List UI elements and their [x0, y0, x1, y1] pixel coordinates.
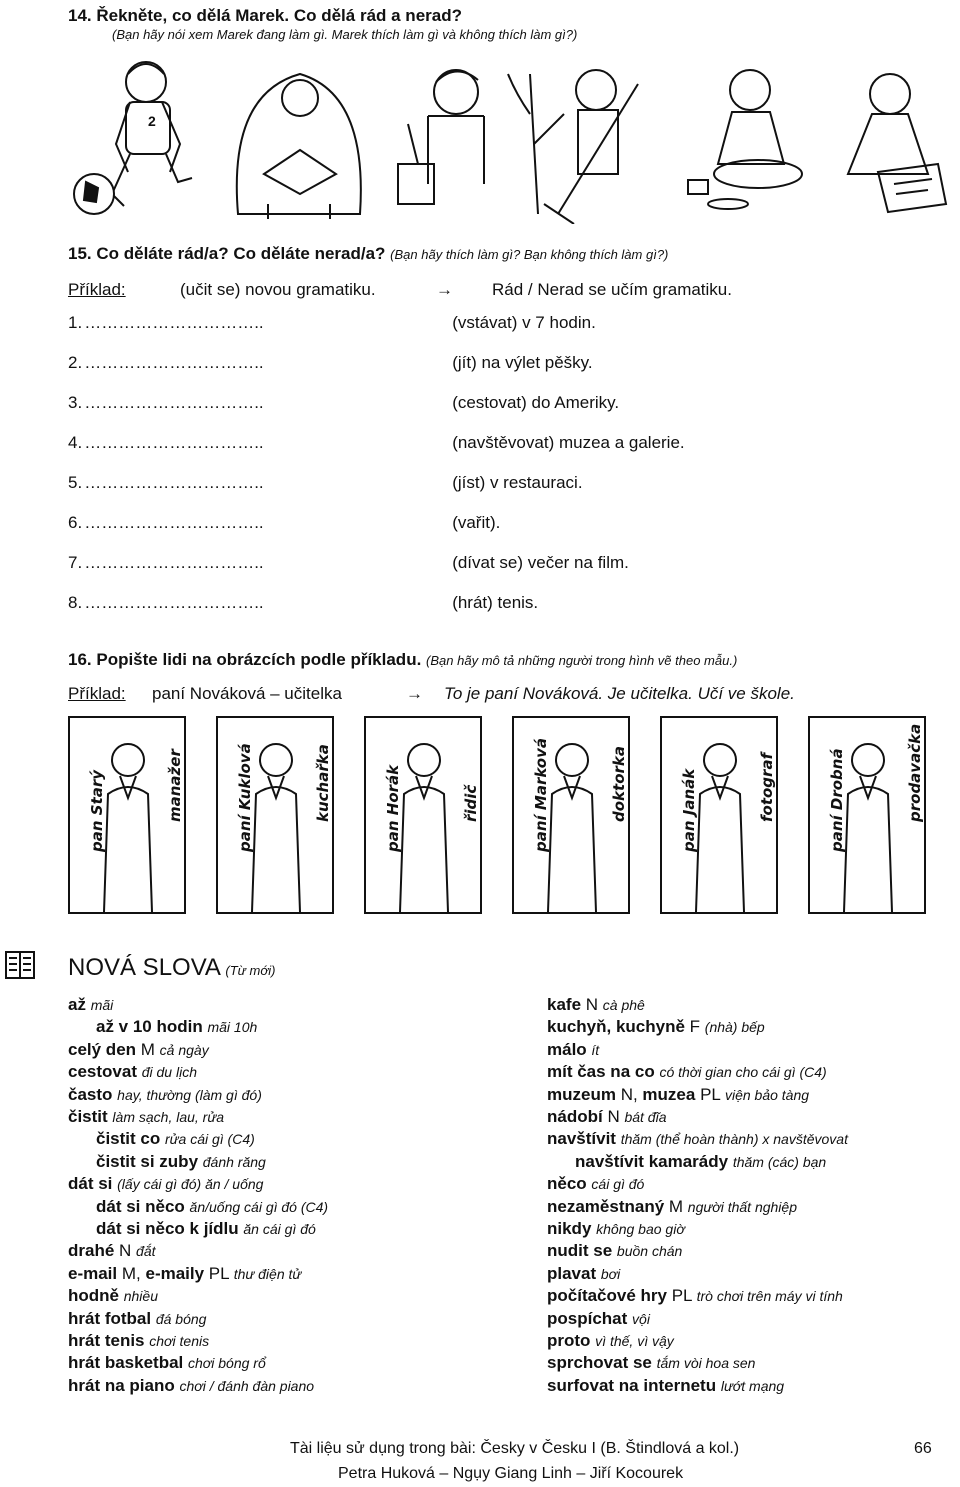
ex16-subtitle: (Bạn hãy mô tả những người trong hình vẽ theo mẫu.): [426, 653, 738, 668]
vocab-word: hrát na piano: [68, 1375, 175, 1395]
vocab-entry: [68, 1330, 209, 1352]
marek-sweeping-drawing: [508, 70, 638, 224]
vocab-header: [68, 954, 275, 982]
page-number: 66: [914, 1440, 932, 1457]
vocab-word: sprchovat se: [547, 1353, 652, 1373]
vocab-grammar: PL: [667, 1286, 692, 1306]
vocab-translation: không bao giờ: [596, 1221, 685, 1237]
vocab-translation: đá bóng: [155, 1310, 207, 1327]
vocab-translation: viện bảo tàng: [724, 1086, 810, 1103]
vocab-entry: [547, 1352, 755, 1374]
person-job: prodavačka: [906, 723, 924, 822]
ex16-example-label: Příklad:: [68, 684, 126, 703]
vocab-grammar: M: [664, 1196, 684, 1216]
vocab-translation: mãi: [90, 997, 114, 1013]
arrow-icon: →: [406, 684, 423, 703]
vocab-word: proto: [547, 1331, 591, 1350]
answer-blank[interactable]: …………………………..: [84, 433, 264, 452]
item-prompt: (dívat se) večer na film.: [452, 553, 629, 572]
answer-blank[interactable]: …………………………..: [84, 593, 264, 612]
ex15-title: 15. Co děláte rád/a? Co děláte nerad/a?: [68, 244, 386, 263]
item-number: 6.: [68, 513, 83, 532]
vocab-translation: (nhà) bếp: [704, 1019, 765, 1036]
vocab-translation: ăn/uống cái gì đó (C4): [189, 1198, 329, 1215]
svg-text:2: 2: [148, 113, 156, 129]
vocab-translation: vì thế, vì vậy: [595, 1333, 674, 1349]
marek-illustrations: [68, 54, 948, 224]
vocab-grammar: PL: [695, 1084, 721, 1104]
person-name: pan Janák: [680, 768, 698, 852]
vocab-translation: hay, thường (làm gì đó): [117, 1086, 262, 1103]
person-job: fotograf: [758, 752, 776, 822]
exercise-item: [68, 473, 583, 493]
vocab-translation: bơi: [600, 1265, 621, 1282]
vocab-entry: [68, 994, 113, 1016]
vocab-word: nezaměstnaný: [547, 1196, 665, 1216]
vocab-entry: [575, 1151, 826, 1173]
vocab-word: čistit: [68, 1107, 108, 1126]
vocab-word: kuchyň, kuchyně: [547, 1017, 685, 1037]
vocab-entry: [547, 1128, 848, 1150]
vocab-word: cestovat: [68, 1062, 137, 1082]
person-name: paní Marková: [532, 738, 550, 852]
vocab-word: až: [68, 995, 86, 1014]
item-prompt: (hrát) tenis.: [452, 593, 539, 612]
vocab-translation: đi du lịch: [141, 1064, 197, 1081]
footer-source: Tài liệu sử dụng trong bài: Česky v Česku I (B. Štindlová a kol.): [290, 1440, 740, 1457]
vocab-entry: [68, 1240, 156, 1262]
vocab-word: muzea: [642, 1084, 696, 1104]
item-prompt: (jíst) v restauraci.: [452, 473, 583, 492]
ex16-title: 16. Popište lidi na obrázcích podle příkladu.: [68, 650, 422, 669]
book-icon: [4, 948, 36, 982]
exercise-item: [68, 353, 593, 373]
vocab-entry: [68, 1375, 314, 1397]
person-name: paní Kuklová: [236, 743, 254, 852]
vocab-translation: tắm vòi hoa sen: [656, 1355, 756, 1372]
vocab-entry: [96, 1196, 328, 1218]
answer-blank[interactable]: …………………………..: [84, 473, 264, 492]
vocab-word: dát si něco k jídlu: [96, 1219, 239, 1238]
person-job: kuchařka: [314, 744, 332, 822]
vocab-word: navštívit kamarády: [575, 1151, 729, 1171]
person-job: manažer: [166, 749, 184, 822]
vocab-translation: (lấy cái gì đó) ăn / uống: [117, 1176, 264, 1193]
vocab-translation: ít: [591, 1041, 600, 1058]
vocab-translation: lướt mạng: [720, 1377, 785, 1394]
vocab-word: surfovat na internetu: [547, 1375, 717, 1395]
item-number: 8.: [68, 593, 83, 612]
person-panel: [364, 716, 482, 914]
vocab-word: kafe: [547, 995, 582, 1014]
vocab-word: nudit se: [547, 1241, 613, 1261]
vocab-entry: [547, 1061, 827, 1083]
vocab-entry: [96, 1151, 266, 1173]
vocab-word: hrát fotbal: [68, 1308, 152, 1328]
vocab-translation: bát đĩa: [624, 1109, 667, 1125]
answer-blank[interactable]: …………………………..: [84, 513, 264, 532]
item-number: 7.: [68, 553, 83, 572]
vocab-translation: trò chơi trên máy vi tính: [696, 1288, 843, 1305]
item-number: 3.: [68, 393, 83, 412]
ex16-example-answer: To je paní Nováková. Je učitelka. Učí ve škole.: [444, 684, 795, 703]
person-job: doktorka: [610, 746, 628, 822]
vocab-translation: chơi / đánh đàn piano: [179, 1377, 315, 1394]
answer-blank[interactable]: …………………………..: [84, 313, 264, 332]
vocab-entry: [547, 1308, 650, 1330]
ex15-example-answer: Rád / Nerad se učím gramatiku.: [492, 280, 732, 299]
ex15-example-prompt: (učit se) novou gramatiku.: [180, 280, 376, 299]
vocab-word: hrát basketbal: [68, 1353, 184, 1373]
vocab-word: něco: [547, 1174, 587, 1194]
vocab-word: mít čas na co: [547, 1062, 655, 1082]
vocab-word: až v 10 hodin: [96, 1017, 203, 1037]
person-panel: [68, 716, 186, 914]
item-number: 1.: [68, 313, 83, 332]
vocab-entry: [68, 1285, 158, 1307]
vocab-title: NOVÁ SLOVA: [68, 954, 221, 981]
vocab-word: čistit si zuby: [96, 1151, 199, 1171]
vocab-word: čistit co: [96, 1129, 161, 1149]
vocab-entry: [68, 1084, 262, 1106]
vocab-entry: [547, 1106, 667, 1128]
vocab-word: muzeum: [547, 1084, 616, 1104]
vocab-translation: làm sạch, lau, rửa: [112, 1109, 225, 1125]
vocab-entry: [547, 1039, 599, 1061]
vocab-translation: nhiều: [123, 1288, 158, 1305]
vocab-word: nikdy: [547, 1219, 592, 1238]
vocab-translation: có thời gian cho cái gì (C4): [659, 1064, 827, 1081]
exercise-item: [68, 433, 685, 453]
item-number: 5.: [68, 473, 83, 492]
marek-dishes-drawing: [688, 70, 802, 209]
ex16-header: [68, 650, 737, 670]
vocab-translation: buồn chán: [616, 1243, 683, 1260]
person-panel: [808, 716, 926, 914]
vocab-word: celý den: [68, 1039, 137, 1059]
exercise-item: [68, 393, 619, 413]
person-name: paní Drobná: [828, 748, 846, 852]
ex15-header: [68, 244, 668, 264]
vocab-word: navštívit: [547, 1129, 616, 1149]
vocab-word: plavat: [547, 1263, 597, 1283]
item-prompt: (jít) na výlet pěšky.: [452, 353, 593, 372]
person-name: pan Starý: [88, 769, 106, 852]
exercise-item: [68, 553, 629, 573]
footer-authors: Petra Huková – Ngụy Giang Linh – Jiří Kocourek: [338, 1465, 684, 1482]
vocab-grammar: N: [602, 1107, 620, 1126]
vocab-translation: thăm (các) bạn: [732, 1153, 827, 1170]
vocab-translation: chơi tenis: [149, 1333, 210, 1349]
vocab-translation: đắt: [136, 1243, 156, 1260]
vocab-entry: [96, 1016, 257, 1038]
ex15-example: [68, 280, 126, 300]
vocab-word: hodně: [68, 1286, 119, 1306]
vocab-translation: mãi 10h: [207, 1019, 258, 1036]
vocab-word: drahé: [68, 1241, 115, 1261]
item-number: 4.: [68, 433, 83, 452]
answer-blank[interactable]: …………………………..: [84, 553, 264, 572]
vocab-translation: ăn cái gì đó: [243, 1221, 316, 1237]
vocab-translation: cái gì đó: [591, 1176, 645, 1193]
vocab-entry: [547, 1173, 644, 1195]
vocab-translation: thăm (thể hoàn thành) x navštěvovat: [620, 1131, 848, 1148]
vocab-grammar: F: [684, 1017, 701, 1037]
vocab-translation: rửa cái gì (C4): [164, 1131, 255, 1148]
vocab-entry: [68, 1308, 206, 1330]
item-prompt: (navštěvovat) muzea a galerie.: [452, 433, 685, 452]
marek-reading-drawing: [237, 74, 361, 219]
person-name: pan Horák: [384, 764, 402, 852]
vocab-translation: vội: [632, 1310, 650, 1327]
item-prompt: (vařit).: [452, 513, 501, 532]
vocab-entry: [547, 1196, 797, 1218]
vocab-entry: [547, 994, 645, 1016]
answer-blank[interactable]: …………………………..: [84, 393, 264, 412]
vocab-entry: [547, 1240, 682, 1262]
vocab-entry: [547, 1330, 674, 1352]
marek-writing-drawing: [848, 74, 946, 212]
marek-drawings: [68, 54, 948, 224]
ex15-example-label: Příklad:: [68, 280, 126, 299]
arrow-icon: →: [436, 280, 453, 299]
vocab-entry: [96, 1128, 255, 1150]
ex15-subtitle: (Bạn hãy thích làm gì? Bạn không thích làm gì?): [390, 247, 669, 262]
vocab-word: hrát tenis: [68, 1331, 145, 1350]
vocab-word: počítačové hry: [547, 1286, 667, 1306]
vocab-entry: [547, 1375, 784, 1397]
vocab-title-translation: (Từ mới): [225, 963, 276, 978]
vocab-entry: [96, 1218, 316, 1240]
person-job: řidič: [462, 784, 480, 822]
ex16-example-prompt: paní Nováková – učitelka: [152, 684, 342, 703]
vocab-translation: đánh răng: [202, 1153, 266, 1170]
vocab-entry: [547, 1285, 843, 1307]
vocab-entry: [68, 1039, 209, 1061]
vocab-word: nádobí: [547, 1107, 603, 1126]
vocab-translation: người thất nghiệp: [687, 1198, 797, 1215]
vocab-word: dát si: [68, 1174, 113, 1194]
marek-football-drawing: [74, 62, 192, 214]
vocab-word: dát si něco: [96, 1196, 185, 1216]
vocab-translation: cả ngày: [159, 1041, 209, 1058]
item-prompt: (vstávat) v 7 hodin.: [452, 313, 596, 332]
exercise-item: [68, 313, 596, 333]
vocab-translation: chơi bóng rổ: [188, 1355, 266, 1372]
vocab-word: pospíchat: [547, 1308, 628, 1328]
vocab-grammar: PL: [204, 1263, 229, 1283]
vocab-entry: [547, 1084, 809, 1106]
vocab-entry: [547, 1218, 685, 1240]
vocab-entry: [68, 1263, 301, 1285]
vocab-translation: cà phê: [602, 997, 645, 1013]
vocab-word: e-maily: [145, 1263, 205, 1283]
vocab-entry: [68, 1173, 263, 1195]
person-panel: [660, 716, 778, 914]
vocab-grammar: M,: [117, 1263, 146, 1283]
vocab-entry: [547, 1263, 620, 1285]
vocab-grammar: M: [136, 1039, 155, 1059]
answer-blank[interactable]: …………………………..: [84, 353, 264, 372]
vocab-word: málo: [547, 1039, 587, 1059]
vocab-word: často: [68, 1084, 113, 1104]
item-number: 2.: [68, 353, 83, 372]
vocab-entry: [68, 1061, 197, 1083]
vocab-grammar: N,: [615, 1084, 643, 1104]
item-prompt: (cestovat) do Ameriky.: [452, 393, 620, 412]
vocab-entry: [547, 1016, 765, 1038]
person-panel: [512, 716, 630, 914]
ex14-title: 14. Řekněte, co dělá Marek. Co dělá rád a nerad?: [68, 6, 462, 25]
exercise-item: [68, 513, 500, 533]
exercise-item: [68, 593, 538, 613]
person-panel: [216, 716, 334, 914]
vocab-word: e-mail: [68, 1263, 118, 1283]
vocab-translation: thư điện tử: [233, 1265, 302, 1282]
vocab-grammar: N: [114, 1241, 132, 1261]
ex14-subtitle: (Bạn hãy nói xem Marek đang làm gì. Marek thích làm gì và không thích làm gì?): [112, 27, 578, 42]
vocab-entry: [68, 1106, 224, 1128]
vocab-grammar: N: [581, 995, 599, 1014]
marek-cooking-drawing: [398, 70, 484, 204]
vocab-entry: [68, 1352, 266, 1374]
